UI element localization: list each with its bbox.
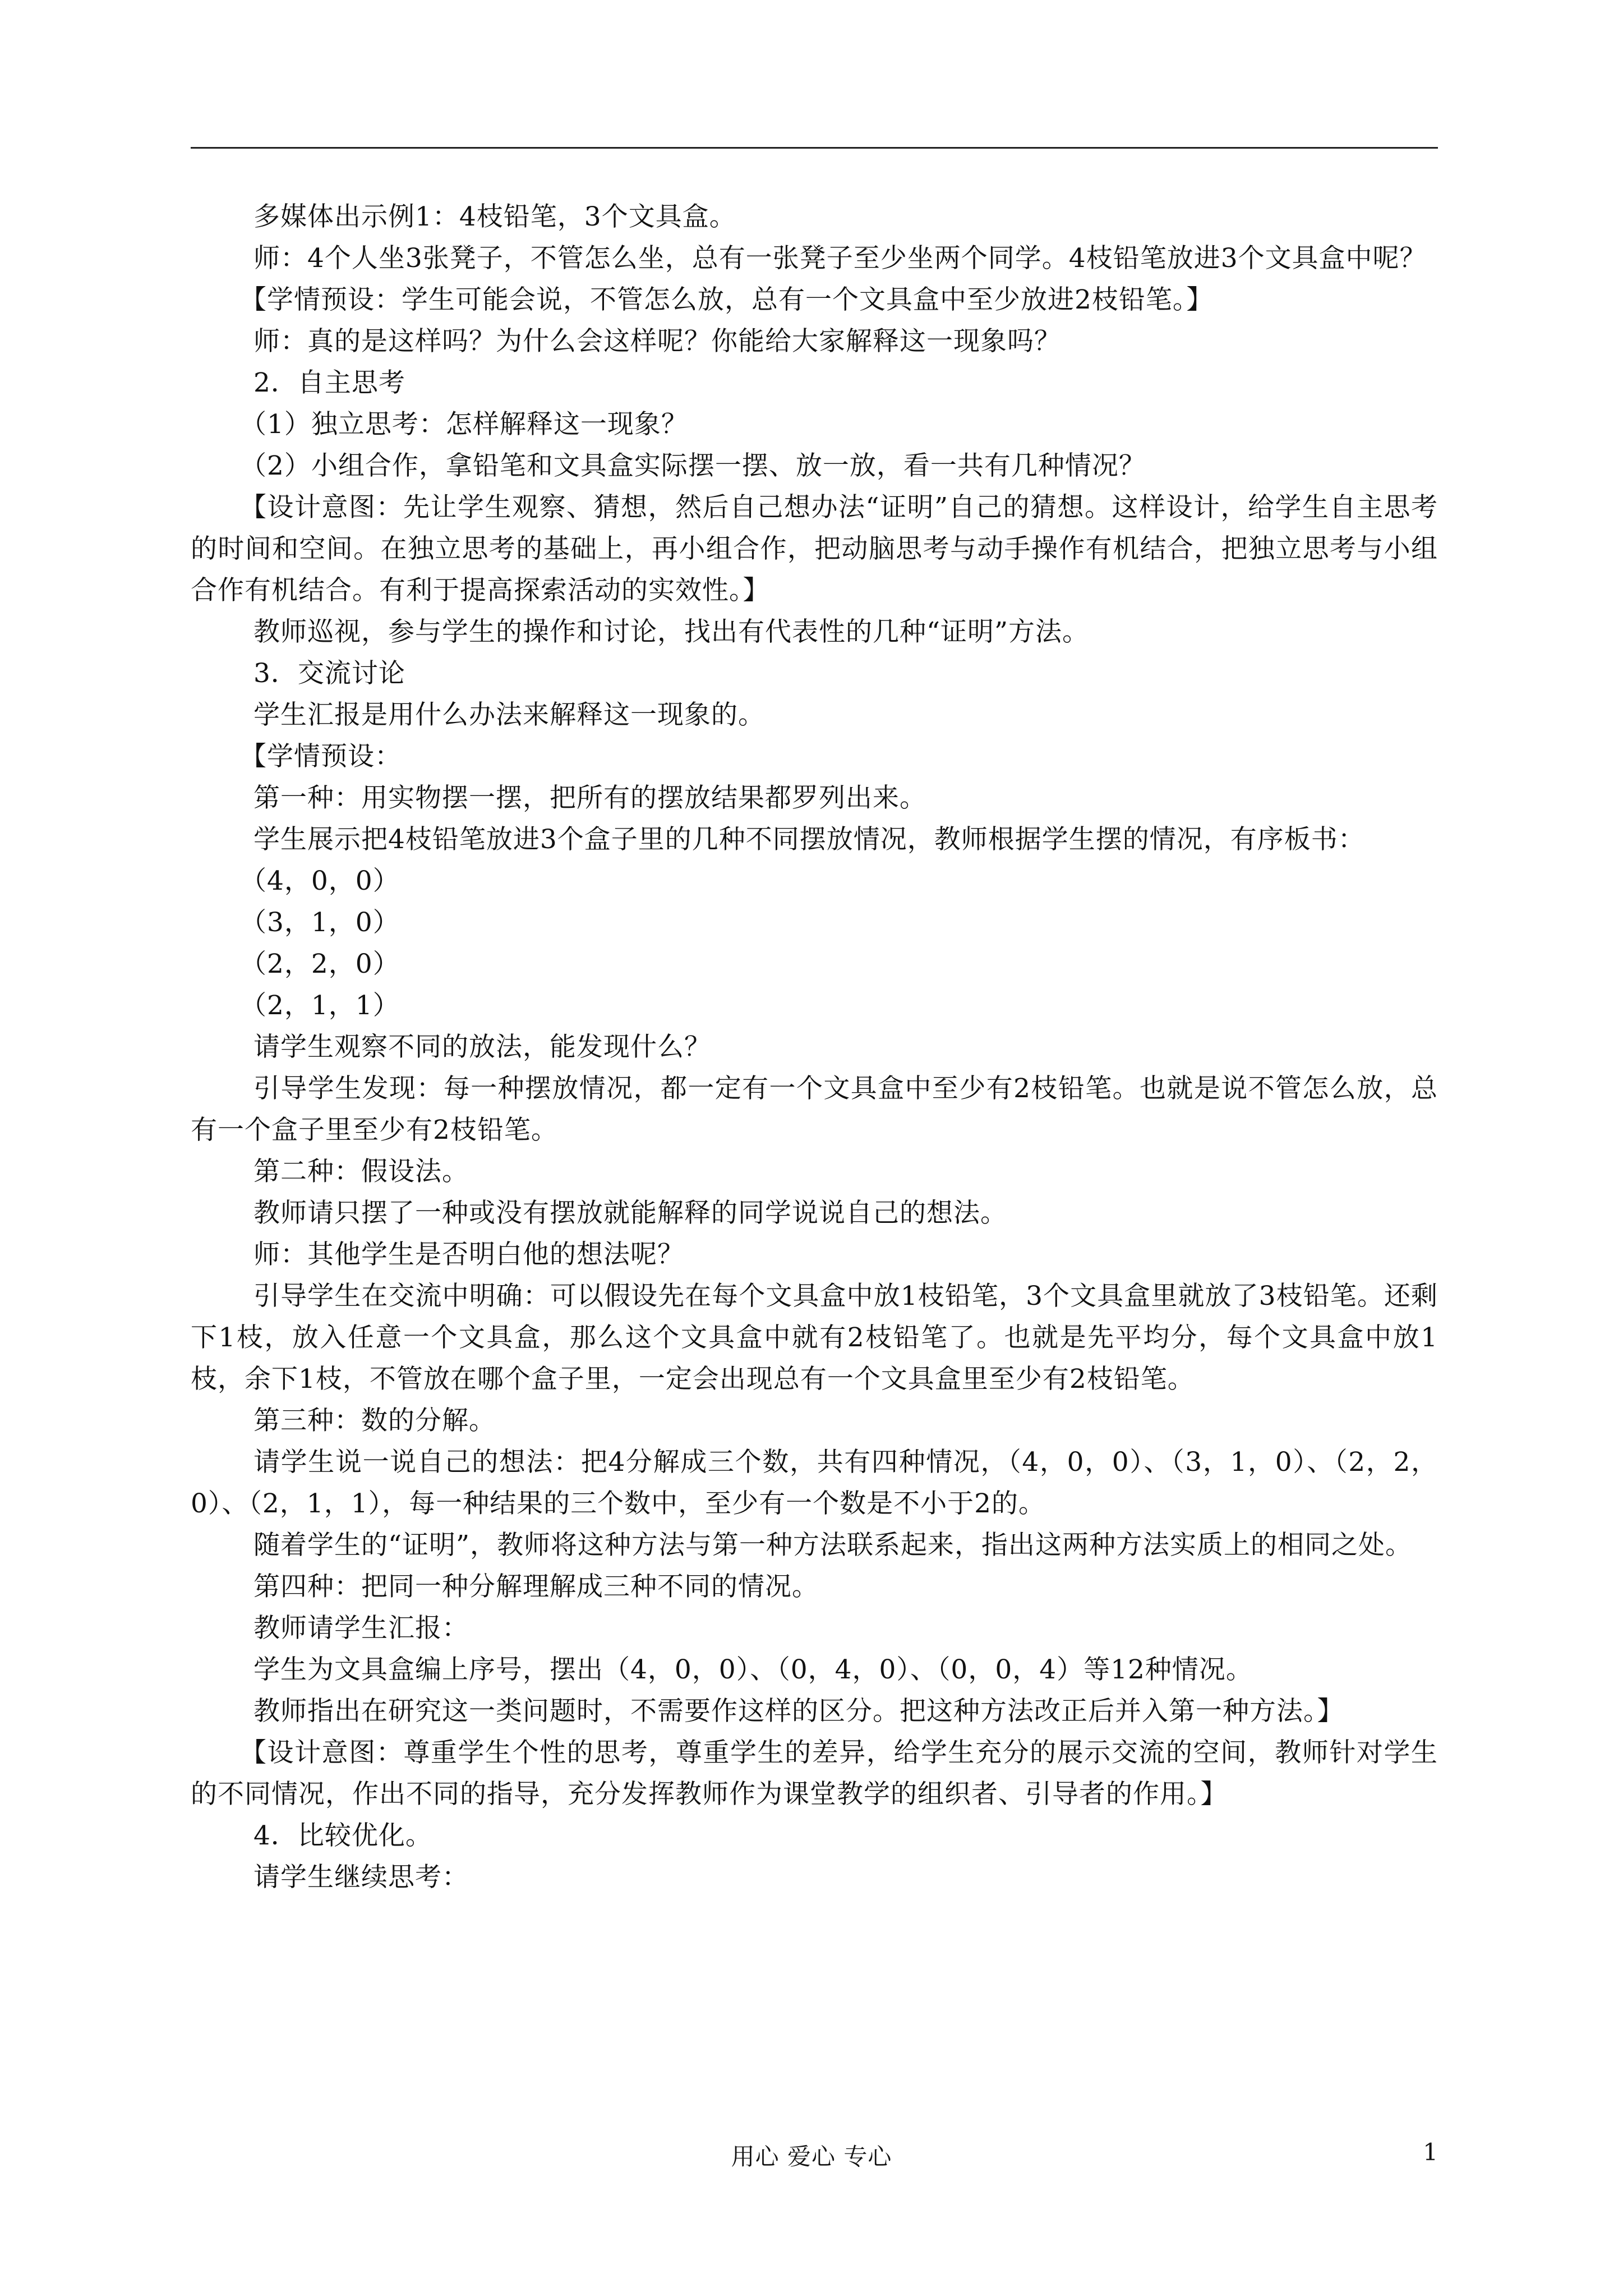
paragraph: 教师指出在研究这一类问题时，不需要作这样的区分。把这种方法改正后并入第一种方法。】 bbox=[253, 1696, 1344, 1727]
paragraph: 师：4个人坐3张凳子，不管怎么坐，总有一张凳子至少坐两个同学。4枝铅笔放进3个文具盒中呢？ bbox=[253, 243, 1427, 274]
paragraph: 请学生观察不同的放法，能发现什么？ bbox=[253, 1032, 711, 1062]
paragraph: 【学情预设：学生可能会说，不管怎么放，总有一个文具盒中至少放进2枝铅笔。】 bbox=[240, 284, 1214, 315]
paragraph: 【设计意图：先让学生观察、猜想，然后自己想办法“证明”自己的猜想。这样设计，给学生自主思考的时间和空间。在独立思考的基础上，再小组合作，把动脑思考与动手操作有机结合，把独立思考与小组合作有机结合。有利于提高探索活动的实效性。】 bbox=[191, 492, 1438, 606]
paragraph: 学生为文具盒编上序号，摆出（4，0，0）、（0，4，0）、（0，0，4）等12种情况。 bbox=[253, 1654, 1253, 1685]
paragraph: 第三种：数的分解。 bbox=[253, 1405, 496, 1436]
list-item: （2，1，1） bbox=[240, 990, 400, 1021]
paragraph: 引导学生在交流中明确：可以假设先在每个文具盒中放1枝铅笔，3个文具盒里就放了3枝铅笔。还剩下1枝，放入任意一个文具盒，那么这个文具盒中就有2枝铅笔了。也就是先平均分，每个文具盒中放1枝，余下1枝，不管放在哪个盒子里，一定会出现总有一个文具盒里至少有2枝铅笔。 bbox=[191, 1281, 1438, 1395]
section-heading: 3．交流讨论 bbox=[253, 658, 405, 689]
paragraph: 引导学生发现：每一种摆放情况，都一定有一个文具盒中至少有2枝铅笔。也就是说不管怎么放，总有一个盒子里至少有2枝铅笔。 bbox=[191, 1073, 1438, 1145]
footer-motto: 用心 爱心 专心 bbox=[731, 2143, 892, 2170]
paragraph: 请学生继续思考： bbox=[253, 1862, 469, 1893]
paragraph: 多媒体出示例1：4枝铅笔，3个文具盒。 bbox=[253, 201, 736, 232]
paragraph: （1）独立思考：怎样解释这一现象？ bbox=[240, 409, 688, 440]
paragraph: 师：真的是这样吗？为什么会这样呢？你能给大家解释这一现象吗？ bbox=[253, 326, 1061, 357]
document-body bbox=[191, 196, 1438, 1898]
paragraph: 第二种：假设法。 bbox=[253, 1156, 469, 1187]
header-rule bbox=[191, 147, 1438, 149]
paragraph: 学生展示把4枝铅笔放进3个盒子里的几种不同摆放情况，教师根据学生摆的情况，有序板书： bbox=[253, 824, 1365, 855]
paragraph: 教师请只摆了一种或没有摆放就能解释的同学说说自己的想法。 bbox=[253, 1198, 1007, 1228]
paragraph: 随着学生的“证明”，教师将这种方法与第一种方法联系起来，指出这两种方法实质上的相同之处。 bbox=[253, 1530, 1413, 1561]
paragraph: 学生汇报是用什么办法来解释这一现象的。 bbox=[253, 700, 765, 730]
paragraph: 教师巡视，参与学生的操作和讨论，找出有代表性的几种“证明”方法。 bbox=[253, 616, 1090, 647]
paragraph: 请学生说一说自己的想法：把4分解成三个数，共有四种情况，（4，0，0）、（3，1，0）、（2，2，0）、（2，1，1），每一种结果的三个数中，至少有一个数是不小于2的。 bbox=[191, 1447, 1438, 1519]
paragraph: 教师请学生汇报： bbox=[253, 1613, 469, 1644]
page-number: 1 bbox=[1423, 2138, 1438, 2166]
list-item: （3，1，0） bbox=[240, 907, 400, 938]
paragraph: 【学情预设： bbox=[240, 741, 402, 772]
list-item: （2，2，0） bbox=[240, 949, 400, 979]
list-item: （4，0，0） bbox=[240, 866, 400, 896]
paragraph: （2）小组合作，拿铅笔和文具盒实际摆一摆、放一放，看一共有几种情况？ bbox=[240, 450, 1146, 481]
paragraph: 第一种：用实物摆一摆，把所有的摆放结果都罗列出来。 bbox=[253, 783, 926, 813]
paragraph: 【设计意图：尊重学生个性的思考，尊重学生的差异，给学生充分的展示交流的空间，教师针对学生的不同情况，作出不同的指导，充分发挥教师作为课堂教学的组织者、引导者的作用。】 bbox=[191, 1737, 1438, 1810]
section-heading: 4．比较优化。 bbox=[253, 1820, 432, 1851]
paragraph: 第四种：把同一种分解理解成三种不同的情况。 bbox=[253, 1571, 819, 1602]
section-heading: 2．自主思考 bbox=[253, 367, 405, 398]
paragraph: 师：其他学生是否明白他的想法呢？ bbox=[253, 1239, 684, 1270]
